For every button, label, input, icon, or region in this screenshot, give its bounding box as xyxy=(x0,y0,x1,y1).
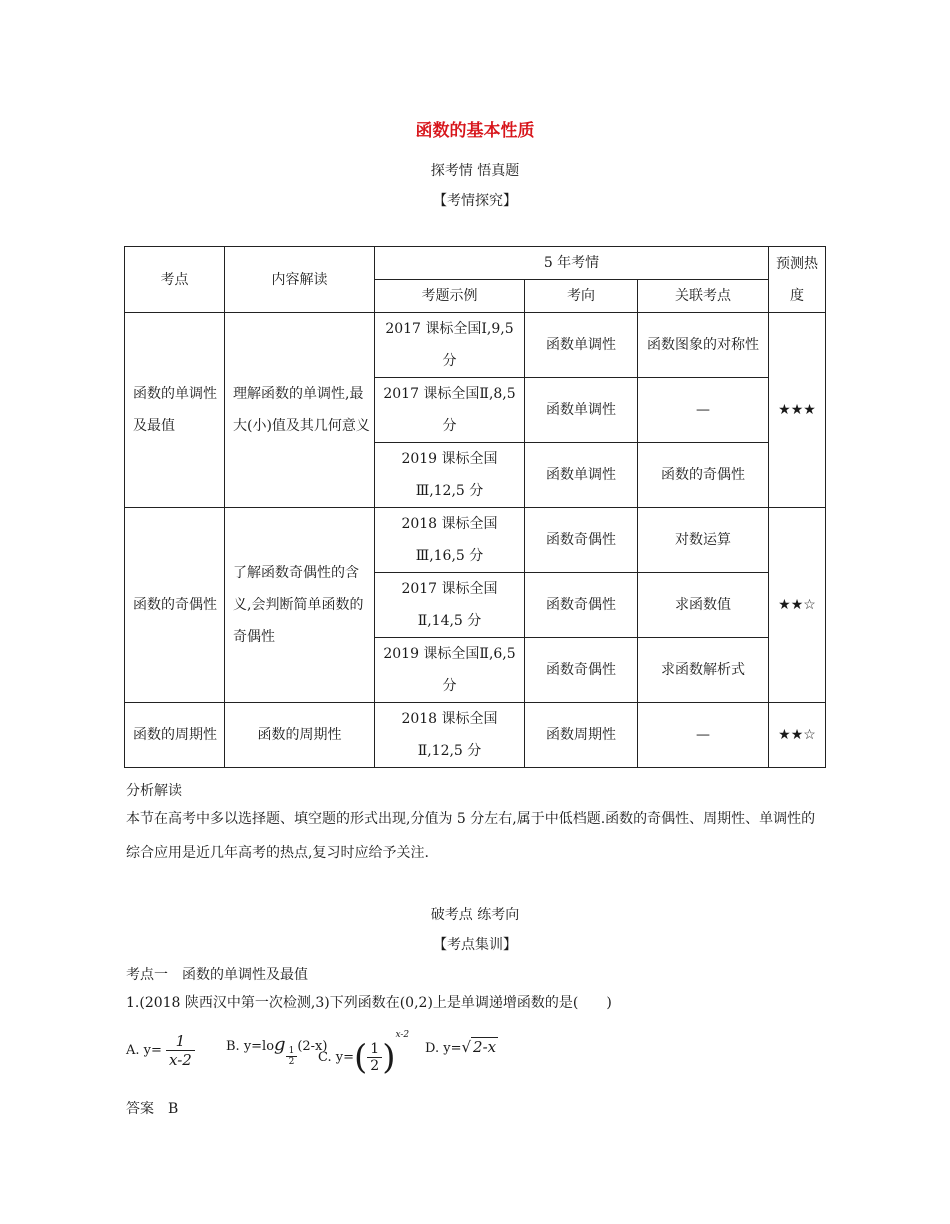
page-title: 函数的基本性质 xyxy=(415,121,535,141)
table-cell-direction: 函数奇偶性 xyxy=(525,508,638,573)
table-cell-related: 函数图象的对称性 xyxy=(638,313,769,378)
header-content: 内容解读 xyxy=(225,247,375,313)
option-c xyxy=(318,1030,409,1078)
section-heading: 探考情 悟真题 xyxy=(430,163,520,179)
table-cell-hot: ★★★ xyxy=(769,313,826,508)
header-related: 关联考点 xyxy=(638,280,769,313)
option-b-base-den: 2 xyxy=(288,1057,295,1067)
table-cell-example: 2017 课标全国Ⅱ,14,5 分 xyxy=(375,573,525,638)
exam-analysis-table xyxy=(124,246,826,768)
option-a-prefix: A. y= xyxy=(126,1043,162,1058)
radical-icon: √ xyxy=(461,1038,472,1056)
section-subheading: 【考情探究】 xyxy=(433,193,517,209)
table-cell-point: 函数的奇偶性 xyxy=(125,508,225,703)
table-cell-content: 了解函数奇偶性的含义,会判断简单函数的奇偶性 xyxy=(225,508,375,703)
analysis-heading: 分析解读 xyxy=(126,783,182,799)
table-cell-example: 2017 课标全国Ⅰ,9,5 分 xyxy=(375,313,525,378)
table-cell-direction: 函数单调性 xyxy=(525,443,638,508)
header-example: 考题示例 xyxy=(375,280,525,313)
table-cell-example: 2018 课标全国Ⅲ,16,5 分 xyxy=(375,508,525,573)
section-subheading: 【考点集训】 xyxy=(433,937,517,953)
option-c-exponent: x-2 xyxy=(395,1030,410,1040)
table-cell-direction: 函数单调性 xyxy=(525,313,638,378)
table-cell-point: 函数的单调性及最值 xyxy=(125,313,225,508)
header-direction: 考向 xyxy=(525,280,638,313)
option-a-numerator: 1 xyxy=(166,1032,195,1051)
section-heading: 破考点 练考向 xyxy=(430,907,520,923)
table-cell-point: 函数的周期性 xyxy=(125,703,225,768)
question-text: 1.(2018 陕西汉中第一次检测,3)下列函数在(0,2)上是单调递增函数的是( ) xyxy=(126,995,612,1011)
option-c-denominator: 2 xyxy=(370,1058,380,1074)
analysis-text: 本节在高考中多以选择题、填空题的形式出现,分值为 5 分左右,属于中低档题.函数的奇偶性、周期性、单调性的综合应用是近几年高考的热点,复习时应给予关注. xyxy=(126,811,816,861)
table-cell-related: 求函数解析式 xyxy=(638,638,769,703)
option-d-radicand: 2-x xyxy=(473,1038,497,1056)
kaodian-heading: 考点一 函数的单调性及最值 xyxy=(126,967,308,983)
option-a-fraction xyxy=(166,1032,195,1069)
table-cell-direction: 函数奇偶性 xyxy=(525,638,638,703)
option-c-fraction xyxy=(367,1041,382,1074)
table-cell-direction: 函数奇偶性 xyxy=(525,573,638,638)
header-5year: 5 年考情 xyxy=(375,247,769,280)
option-a-denominator: x-2 xyxy=(169,1051,192,1069)
option-d-prefix: D. y= xyxy=(425,1041,462,1056)
table-cell-related: 求函数值 xyxy=(638,573,769,638)
option-c-numerator: 1 xyxy=(367,1041,382,1058)
option-b xyxy=(226,1034,327,1067)
table-cell-example: 2017 课标全国Ⅱ,8,5 分 xyxy=(375,378,525,443)
option-a xyxy=(126,1032,195,1069)
option-b-base xyxy=(286,1046,298,1067)
table-cell-direction: 函数单调性 xyxy=(525,378,638,443)
option-d xyxy=(425,1038,498,1056)
table-cell-example: 2018 课标全国Ⅱ,12,5 分 xyxy=(375,703,525,768)
option-c-prefix: C. y= xyxy=(318,1050,354,1065)
table-cell-example: 2019 课标全国Ⅲ,12,5 分 xyxy=(375,443,525,508)
option-b-g: g xyxy=(274,1034,286,1055)
table-cell-related: 函数的奇偶性 xyxy=(638,443,769,508)
table-cell-hot: ★★☆ xyxy=(769,508,826,703)
table-cell-content: 函数的周期性 xyxy=(225,703,375,768)
table-cell-related: — xyxy=(638,378,769,443)
table-cell-content: 理解函数的单调性,最大(小)值及其几何意义 xyxy=(225,313,375,508)
table-cell-related: — xyxy=(638,703,769,768)
table-cell-hot: ★★☆ xyxy=(769,703,826,768)
option-c-left-paren: ( xyxy=(354,1037,368,1078)
option-b-base-num: 1 xyxy=(286,1046,298,1057)
option-b-prefix: B. y=lo xyxy=(226,1039,275,1054)
header-hot: 预测热度 xyxy=(769,247,826,313)
header-point: 考点 xyxy=(125,247,225,313)
table-cell-related: 对数运算 xyxy=(638,508,769,573)
option-b-arg: (2-x) xyxy=(297,1039,328,1054)
answer-text: 答案 B xyxy=(126,1101,179,1117)
option-c-right-paren: ) xyxy=(382,1037,396,1078)
table-cell-example: 2019 课标全国Ⅱ,6,5 分 xyxy=(375,638,525,703)
table-cell-direction: 函数周期性 xyxy=(525,703,638,768)
